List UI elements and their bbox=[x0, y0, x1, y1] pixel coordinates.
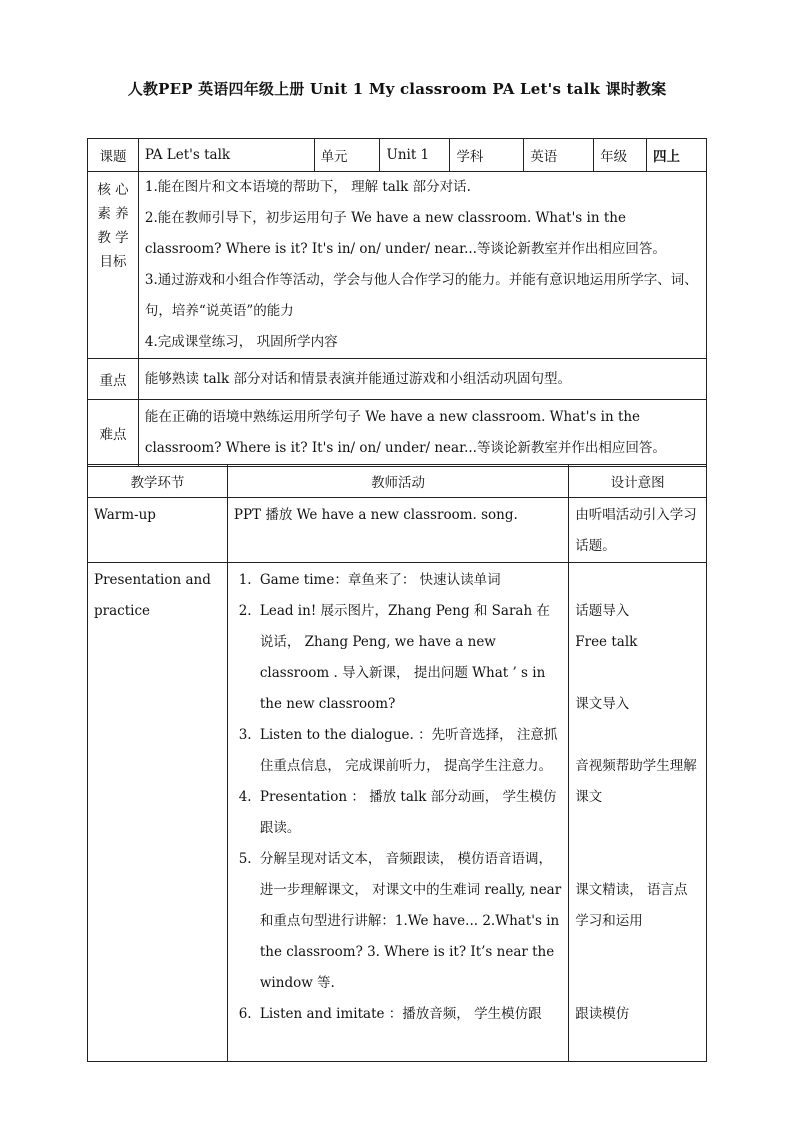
presentation-activities bbox=[227, 563, 568, 1062]
subject-label: 学科 bbox=[450, 139, 524, 172]
info-header-row bbox=[88, 139, 707, 172]
activity-step: 5. 分解呈现对话文本， 音频跟读， 模仿语音语调， 进一步理解课文， 对课文中的生难词 really, near 和重点句型进行讲解：1.We have... 2.What's in the classroom? 3. Where is it? It’s near the window 等. bbox=[256, 844, 562, 999]
intent-item: 课文精读， 语言点学习和运用 bbox=[575, 882, 688, 929]
unit-label: 单元 bbox=[314, 139, 380, 172]
goals-content bbox=[138, 172, 706, 359]
intent-item: 跟读模仿 bbox=[575, 1006, 630, 1022]
grade-label: 年级 bbox=[594, 139, 647, 172]
presentation-row bbox=[88, 563, 707, 1062]
difficulty-label: 难点 bbox=[88, 400, 139, 467]
goal-item: 3.通过游戏和小组合作等活动，学会与他人合作学习的能力。并能有意识地运用所学字、词、句，培养“说英语”的能力 bbox=[144, 272, 698, 319]
intent-item: 话题导入 bbox=[575, 603, 630, 619]
goals-label-line: 教 学 bbox=[97, 230, 129, 246]
intent-header: 设计意图 bbox=[569, 465, 707, 498]
difficulty-row bbox=[88, 400, 707, 467]
goals-label bbox=[88, 172, 139, 359]
intent-spacer bbox=[575, 844, 700, 875]
teaching-process-table bbox=[87, 464, 707, 1062]
activity-header: 教师活动 bbox=[227, 465, 568, 498]
warmup-activity: PPT 播放 We have a new classroom. song. bbox=[227, 498, 568, 563]
goals-label-line: 目标 bbox=[99, 254, 127, 270]
goal-item: 2.能在教师引导下，初步运用句子 We have a new classroom. What's in the classroom? Where is it? It's in/ on/ under/ near...等谈论新教室并作出相应回答。 bbox=[144, 210, 666, 257]
intent-spacer bbox=[575, 720, 700, 751]
intent-item: 课文导入 bbox=[575, 696, 630, 712]
intent-spacer bbox=[575, 968, 700, 999]
activity-step: 4. Presentation ： 播放 talk 部分动画， 学生模仿跟读。 bbox=[256, 782, 562, 844]
lesson-info-table bbox=[87, 138, 707, 467]
intent-item: Free talk bbox=[575, 634, 638, 650]
goals-label-line: 素 养 bbox=[97, 206, 129, 222]
key-point-row bbox=[88, 359, 707, 400]
goals-label-line: 核 心 bbox=[97, 182, 129, 198]
difficulty-text: 能在正确的语境中熟练运用所学句子 We have a new classroom. What's in the classroom? Where is it? It's in/ on/ under/ near...等谈论新教室并作出相应回答。 bbox=[138, 400, 706, 467]
key-label: 重点 bbox=[88, 359, 139, 400]
activity-step: 3. Listen to the dialogue. ：先听音选择， 注意抓住重点信息， 完成课前听力， 提高学生注意力。 bbox=[256, 720, 562, 782]
warmup-row bbox=[88, 498, 707, 563]
intent-spacer bbox=[575, 813, 700, 844]
presentation-stage: Presentation and practice bbox=[88, 563, 228, 1062]
intent-item: 音视频帮助学生理解课文 bbox=[575, 758, 697, 805]
process-header-row bbox=[88, 465, 707, 498]
unit-value: Unit 1 bbox=[380, 139, 450, 172]
key-text: 能够熟读 talk 部分对话和情景表演并能通过游戏和小组活动巩固句型。 bbox=[138, 359, 706, 400]
intent-spacer bbox=[575, 565, 700, 596]
intent-spacer bbox=[575, 937, 700, 968]
stage-header: 教学环节 bbox=[88, 465, 228, 498]
activity-step: 1. Game time：章鱼来了： 快速认读单词 bbox=[256, 565, 562, 596]
warmup-stage: Warm-up bbox=[88, 498, 228, 563]
grade-value: 四上 bbox=[647, 139, 707, 172]
document-title: 人教PEP 英语四年级上册 Unit 1 My classroom PA Let's talk 课时教案 bbox=[127, 80, 667, 98]
subject-value: 英语 bbox=[524, 139, 594, 172]
goals-row bbox=[88, 172, 707, 359]
presentation-intents bbox=[569, 563, 707, 1062]
activity-step: 2. Lead in! 展示图片，Zhang Peng 和 Sarah 在说话， Zhang Peng, we have a new classroom . 导入新课， 提出问题 What ’ s in the new classroom? bbox=[256, 596, 562, 720]
topic-label: 课题 bbox=[88, 139, 139, 172]
intent-spacer bbox=[575, 658, 700, 689]
activity-step: 6. Listen and imitate ：播放音频， 学生模仿跟 bbox=[256, 999, 562, 1030]
goal-item: 1.能在图片和文本语境的帮助下， 理解 talk 部分对话. bbox=[144, 179, 471, 195]
activity-list bbox=[234, 565, 562, 1030]
warmup-intent: 由听唱活动引入学习话题。 bbox=[569, 498, 707, 563]
goal-item: 4.完成课堂练习， 巩固所学内容 bbox=[144, 334, 338, 350]
topic-value: PA Let's talk bbox=[138, 139, 314, 172]
